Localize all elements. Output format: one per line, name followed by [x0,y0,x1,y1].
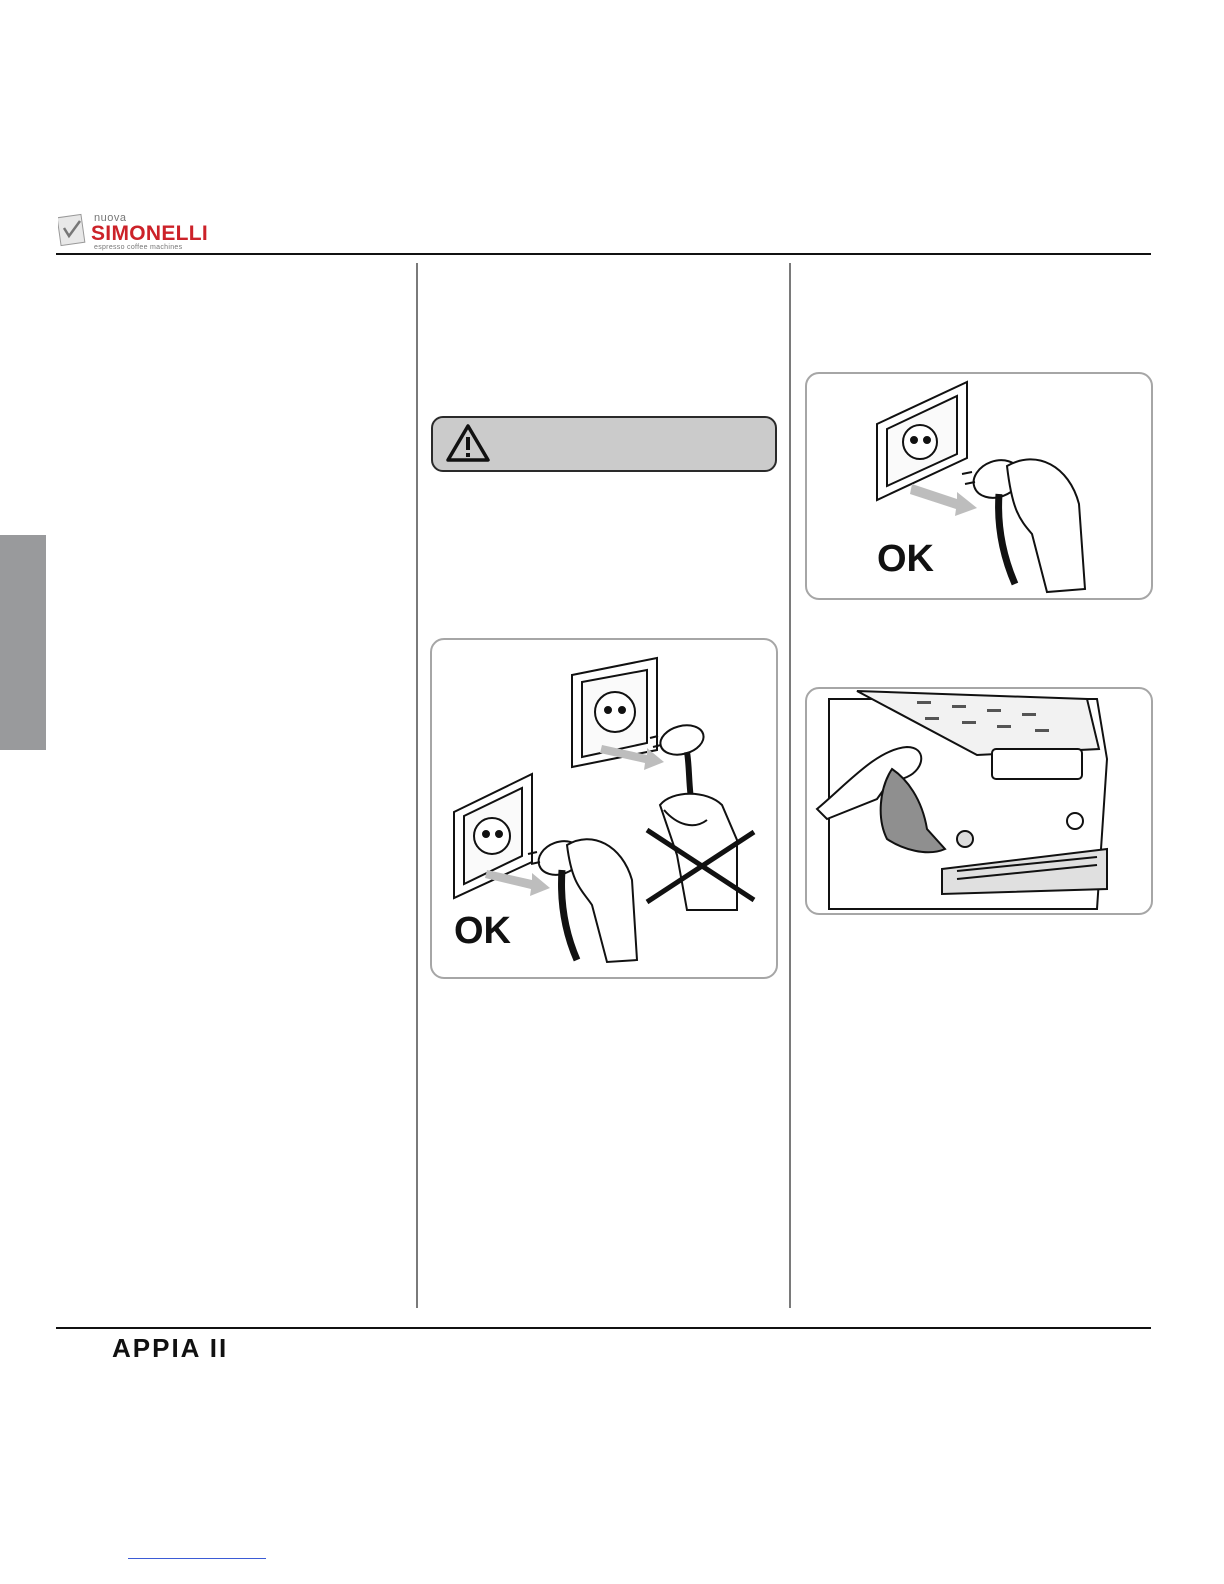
cleaning-illustration [807,689,1151,913]
ok-label: OK [877,538,934,580]
unplug-correct-illustration [807,374,1151,598]
correct-hand-plug [528,835,637,962]
column-divider-1 [416,263,418,1308]
logo-mark-icon [58,212,88,248]
figure-unplug-correct-incorrect [430,638,778,979]
warning-triangle-icon [445,423,491,463]
hand-plug [962,454,1085,592]
column-divider-2 [789,263,791,1308]
logo-tagline: espresso coffee machines [94,244,183,251]
footer-rule [56,1327,1151,1329]
figure-clean-with-cloth [805,687,1153,915]
logo-small-text: nuova [94,212,127,224]
brand-logo [58,212,234,252]
section-side-tab [0,535,46,750]
header-rule [56,253,1151,255]
warning-banner [431,416,777,472]
footer-model-name: APPIA II [112,1333,229,1363]
ok-label: OK [454,910,511,952]
logo-brand-text: SIMONELLI [91,222,209,245]
link-underline [128,1558,266,1559]
figure-unplug-correct [805,372,1153,600]
pull-arrow [910,484,977,516]
lower-pull-arrow [485,870,550,896]
wall-socket [877,382,967,500]
